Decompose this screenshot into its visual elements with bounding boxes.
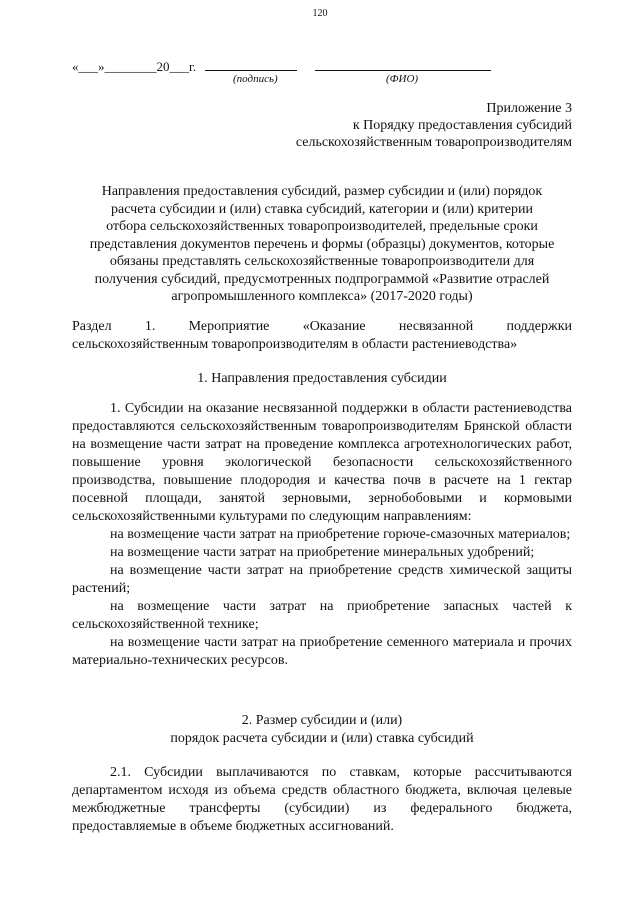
- name-line: [315, 58, 491, 71]
- signature-row: [72, 58, 491, 75]
- section-word: несвязанной: [398, 319, 474, 334]
- heading-line: 2. Размер субсидии и (или): [241, 713, 403, 728]
- section-word: Раздел: [72, 319, 112, 334]
- heading-directions: 1. Направления предоставления субсидии: [197, 371, 447, 386]
- section-word: поддержки: [506, 319, 572, 334]
- title-line: расчета субсидии и (или) ставка субсидий, категории и (или) критерии: [111, 201, 533, 217]
- title-line: получения субсидий, предусмотренных подпрограммой «Развитие отраслей: [94, 271, 550, 287]
- page-number: 120: [312, 8, 328, 19]
- title-line: Направления предоставления субсидий, размер субсидии и (или) порядок: [101, 184, 543, 199]
- title-line: отбора сельскохозяйственных товаропроизводителей, предельные сроки: [106, 219, 538, 234]
- appendix-number: Приложение 3: [486, 101, 572, 116]
- section-word: «Оказание: [302, 319, 366, 334]
- appendix-block: [212, 100, 572, 151]
- rates-block: [72, 764, 572, 836]
- heading-size: [72, 712, 572, 748]
- heading-line: порядок расчета субсидии и (или) ставка субсидий: [170, 731, 474, 746]
- document-title: [72, 183, 572, 306]
- title-line: представления документов перечень и формы (образцы) документов, которые: [89, 236, 555, 252]
- section-line: [72, 318, 572, 336]
- section-word: Мероприятие: [188, 319, 270, 334]
- section-word: 1.: [144, 319, 156, 334]
- title-line: агропромышленного комплекса» (2017-2020 годы): [171, 289, 473, 304]
- appendix-line: к Порядку предоставления субсидий: [352, 118, 572, 133]
- direction-item: на возмещение части затрат на приобретение горюче-смазочных материалов;: [110, 527, 571, 542]
- paragraph-1: 1. Субсидии на оказание несвязанной поддержки в области растениеводства предоставляются сельскохозяйственным товаропроизводителям Брянской области на возмещение части затрат на проведение комплекса агротехнологических работ, повышение уровня экологической безопасности сельскохозяйственного производства, повышение плодородия и качества почв в расчете на 1 гектар посевной площади, занятой зерновыми, зернобобовыми и кормовыми сельскохозяйственными культурами по следующим направлениям:: [72, 401, 572, 524]
- signature-line: [205, 58, 297, 71]
- signature-caption: (подпись): [233, 73, 278, 85]
- section-header: [72, 318, 572, 354]
- paragraph-2-1: 2.1. Субсидии выплачиваются по ставкам, которые рассчитываются департаментом исходя из объема средств областного бюджета, включая целевые межбюджетные трансферты (субсидии) из федерального бюджета, предоставляемые в объеме бюджетных ассигнований.: [72, 765, 572, 834]
- appendix-line: сельскохозяйственным товаропроизводителям: [295, 135, 572, 150]
- direction-item: на возмещение части затрат на приобретение средств химической защиты растений;: [72, 563, 572, 596]
- direction-item: на возмещение части затрат на приобретение семенного материала и прочих материально-технических ресурсов.: [72, 635, 572, 668]
- name-caption: (ФИО): [386, 73, 419, 85]
- title-line: обязаны представлять сельскохозяйственные товаропроизводители для: [109, 254, 535, 269]
- directions-block: [72, 400, 572, 670]
- date-template: «___»________20___г.: [72, 59, 197, 74]
- direction-item: на возмещение части затрат на приобретение запасных частей к сельскохозяйственной технике;: [72, 599, 572, 632]
- section-line: сельскохозяйственным товаропроизводителям в области растениеводства»: [72, 337, 518, 352]
- direction-item: на возмещение части затрат на приобретение минеральных удобрений;: [110, 545, 535, 560]
